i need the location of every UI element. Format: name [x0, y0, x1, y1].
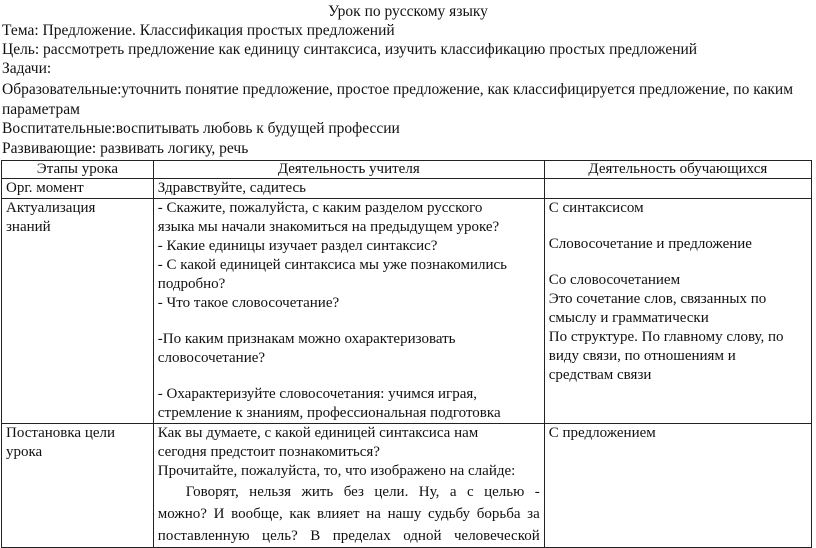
educational-task-line-1: Образовательные:уточнить понятие предложение, простое предложение, как классифицируется предложение, по каким [2, 81, 794, 98]
teacher-cell [153, 199, 544, 424]
educational-task-line-2: параметрам [2, 101, 80, 118]
students-cell [544, 179, 811, 199]
teacher-line: -По каким признакам можно охарактеризовать [157, 331, 456, 347]
blank-line [158, 368, 540, 385]
teacher-line: можно? И вообще, как влияет на нашу судьбу борьба за [157, 506, 540, 522]
table-row-org-moment [2, 179, 812, 199]
upbringing-task: Воспитательные:воспитывать любовь к будущей профессии [2, 120, 400, 137]
document-title: Урок по русскому языку [328, 3, 488, 20]
teacher-cell [153, 179, 544, 199]
student-answer: смыслу и грамматически [548, 310, 709, 326]
stage-cell [2, 179, 154, 199]
teacher-line: сегодня предстоит познакомиться? [157, 444, 380, 460]
blank-line [549, 254, 807, 271]
teacher-line: Говорят, нельзя жить без цели. Ну, а с целью - [185, 484, 540, 500]
student-answer: Это сочетание слов, связанных по [548, 291, 767, 307]
stage-cell [2, 424, 154, 548]
lesson-plan-table [1, 160, 812, 548]
table-header-row [2, 161, 812, 179]
lesson-goal: Цель: рассмотреть предложение как единицу синтаксиса, изучить классификацию простых предложений [2, 41, 698, 58]
teacher-line: - Что такое словосочетание? [157, 295, 340, 311]
lesson-topic: Тема: Предложение. Классификация простых предложений [2, 22, 395, 39]
students-cell [544, 199, 811, 424]
student-answer: Словосочетание и предложение [548, 236, 752, 252]
teacher-line: Прочитайте, пожалуйста, то, что изображено на слайде: [157, 463, 516, 479]
stage-cell [2, 199, 154, 424]
stage-line: знаний [6, 219, 51, 235]
teacher-line: Здравствуйте, садитесь [157, 180, 306, 196]
stage-line: Орг. момент [6, 180, 84, 196]
teacher-line: - С какой единицей синтаксиса мы уже познакомились [157, 257, 508, 273]
teacher-line: поставленную цель? В пределах одной человеческой [157, 528, 540, 544]
student-answer: виду связи, по отношениям и [548, 348, 736, 364]
student-answer: Со словосочетанием [548, 272, 681, 288]
teacher-line: Как вы думаете, с какой единицей синтаксиса нам [157, 425, 479, 441]
student-answer: С предложением [548, 425, 656, 441]
table-row-goal-setting [2, 424, 812, 548]
student-answer: По структуре. По главному слову, по [548, 329, 784, 345]
blank-line [158, 313, 540, 330]
stage-line: Актуализация [6, 200, 96, 216]
teacher-cell [153, 424, 544, 548]
blank-line [549, 218, 807, 235]
stage-line: урока [6, 444, 43, 460]
column-header-stages: Этапы урока [2, 161, 154, 179]
teacher-line: - Какие единицы изучает раздел синтаксис? [157, 238, 438, 254]
teacher-line: - Охарактеризуйте словосочетания: учимся играя, [157, 386, 478, 402]
column-header-students: Деятельность обучающихся [544, 161, 811, 179]
column-header-teacher: Деятельность учителя [153, 161, 544, 179]
student-answer: С синтаксисом [548, 200, 644, 216]
developing-task: Развивающие: развивать логику, речь [2, 140, 249, 157]
teacher-line: языка мы начали знакомиться на предыдущем уроке? [157, 219, 500, 235]
students-cell [544, 424, 811, 548]
teacher-line: подробно? [157, 276, 226, 292]
teacher-line: - Скажите, пожалуйста, с каким разделом русского [157, 200, 483, 216]
table-row-actualization [2, 199, 812, 424]
teacher-line: стремление к знаниям, профессиональная подготовка [157, 405, 501, 421]
tasks-label: Задачи: [2, 60, 52, 77]
stage-line: Постановка цели [6, 425, 116, 441]
student-answer: средствам связи [548, 367, 652, 383]
teacher-line: словосочетание? [157, 350, 266, 366]
